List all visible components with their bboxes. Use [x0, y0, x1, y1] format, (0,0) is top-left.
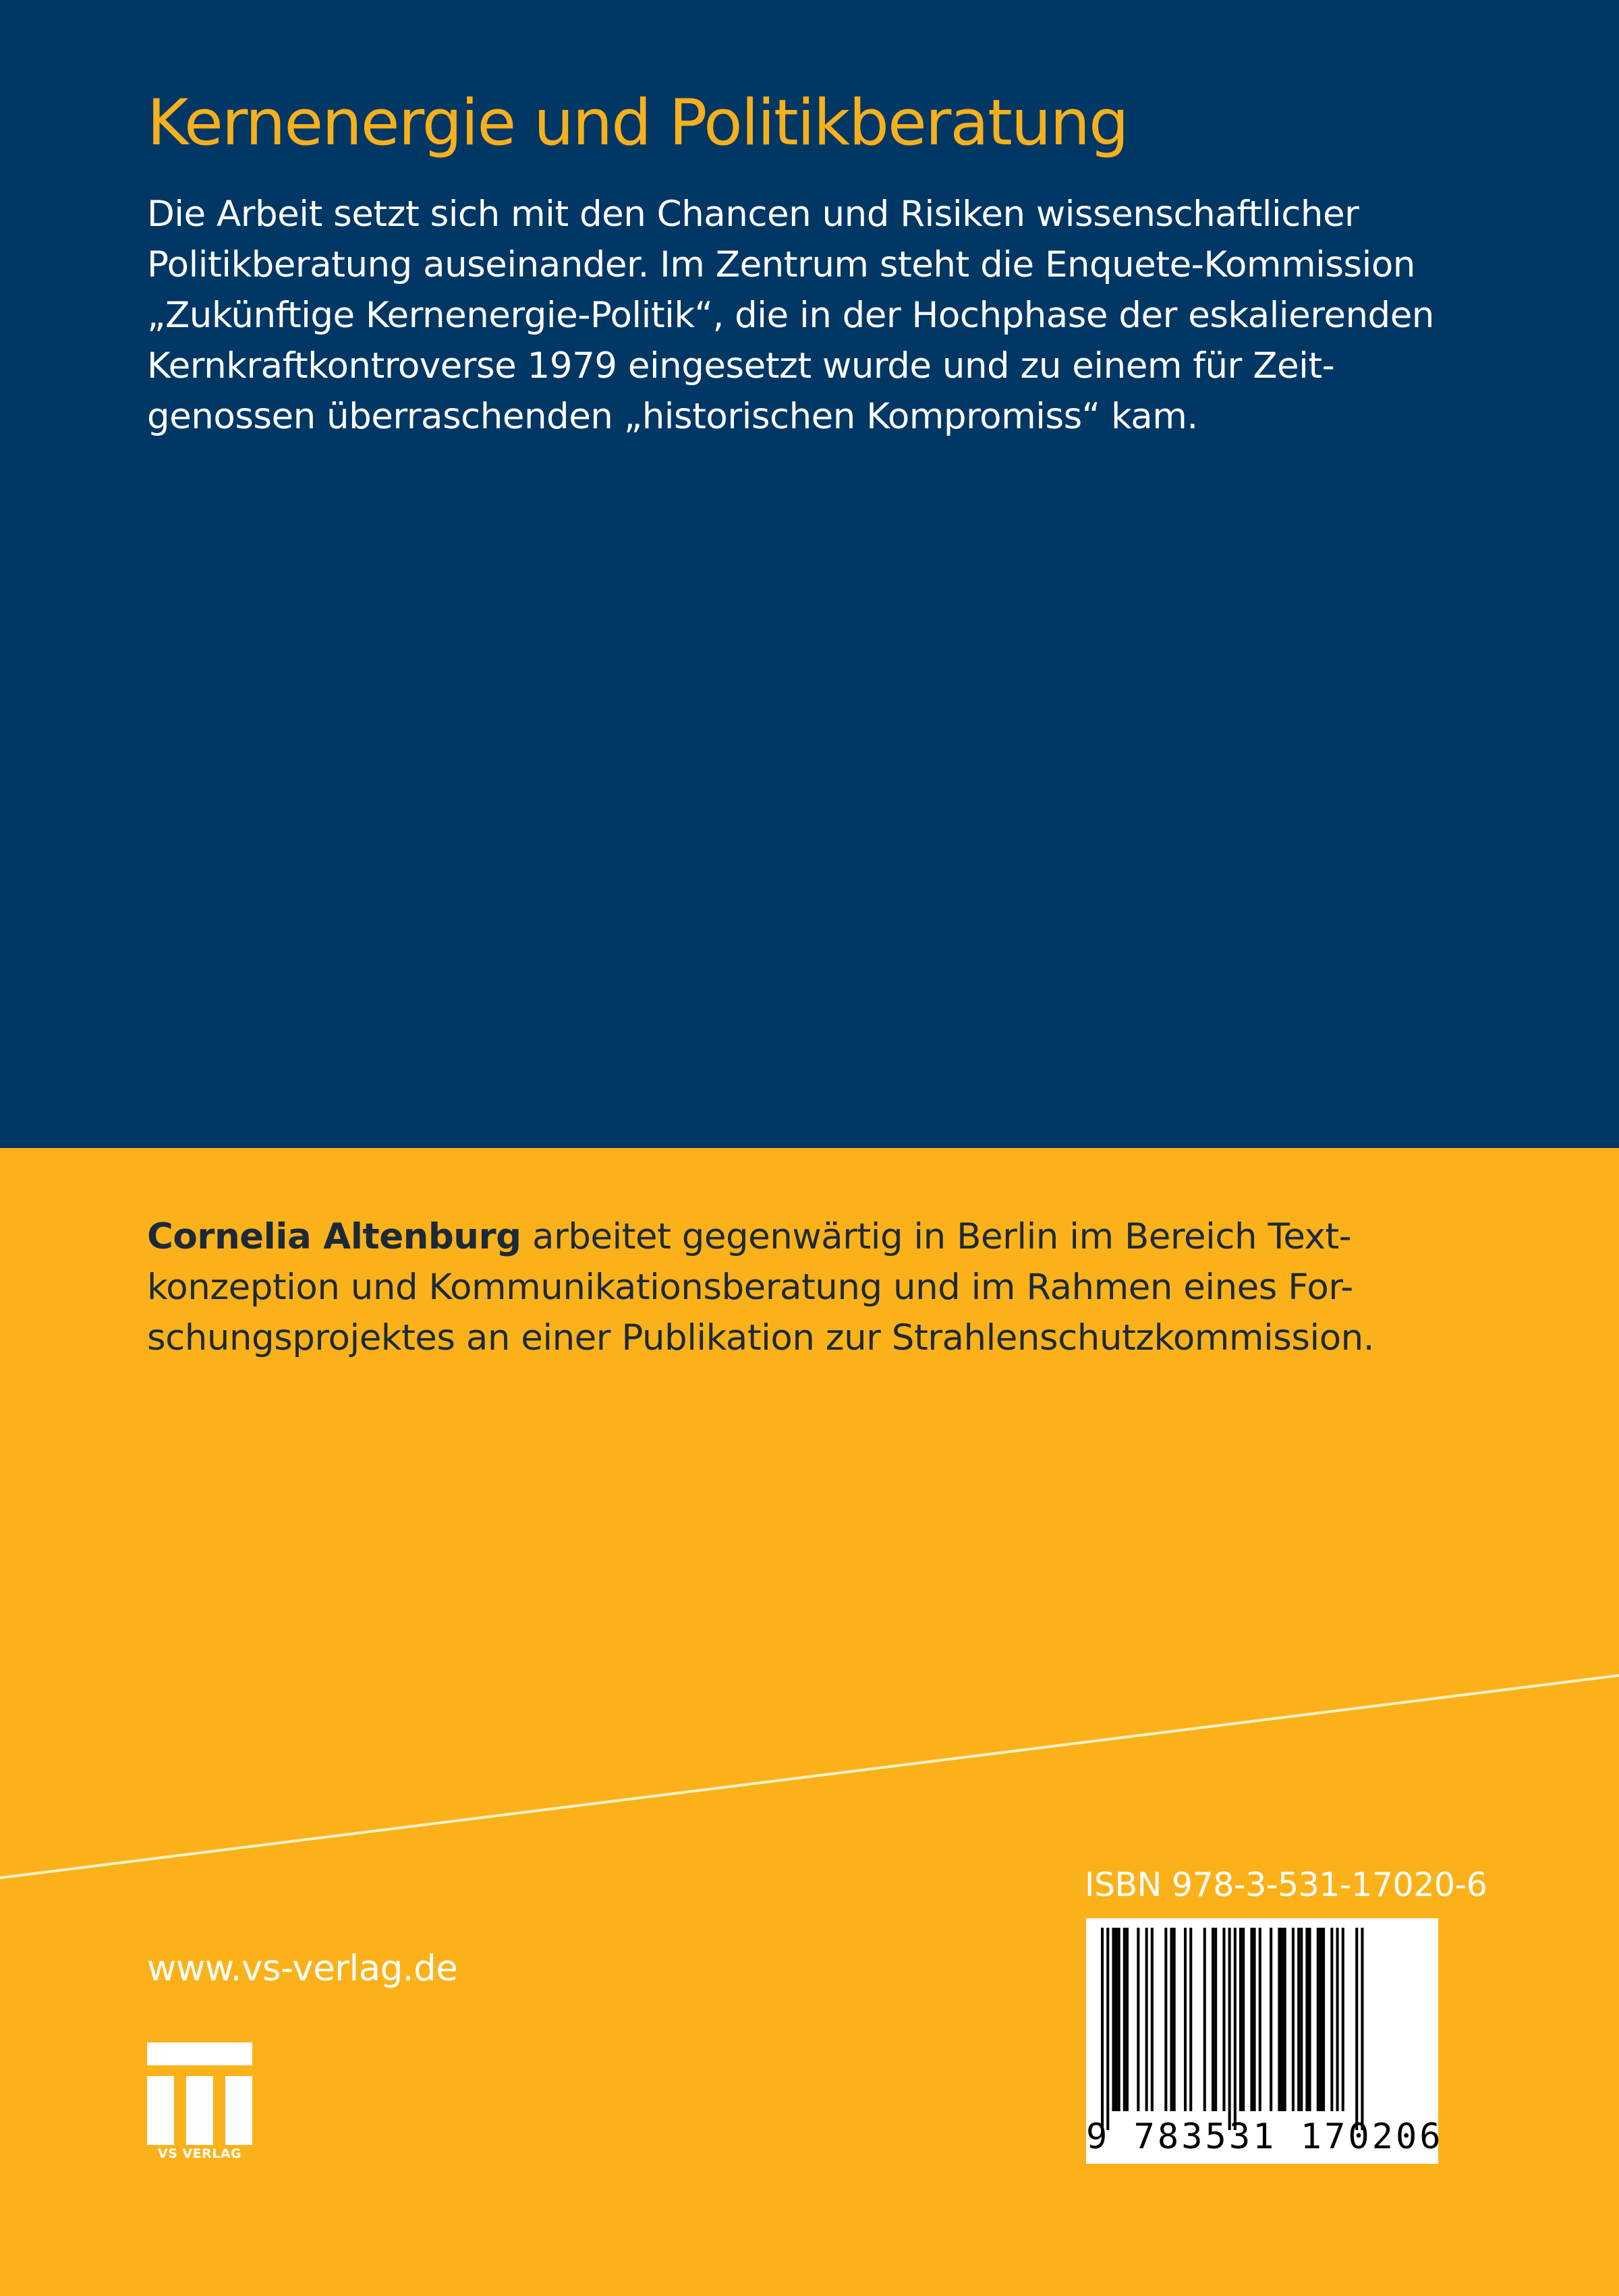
barcode-bar — [1118, 1928, 1120, 2111]
barcode-bar — [1203, 1928, 1206, 2111]
description-line: genossen überraschenden „historischen Kompromiss“ kam. — [147, 396, 1198, 437]
barcode-bar — [1184, 1928, 1187, 2111]
barcode-bar — [1250, 1928, 1253, 2111]
book-title: Kernenergie und Politikberatung — [147, 86, 1128, 160]
barcode-bar — [1278, 1928, 1280, 2111]
barcode-bar — [1259, 1928, 1261, 2111]
barcode-bar — [1106, 1928, 1109, 2130]
diagonal-rule — [0, 1666, 1619, 1895]
barcode-bar — [1361, 1928, 1363, 2130]
bio-line: schungsprojektes an einer Publikation zur Strahlenschutzkommission. — [147, 1317, 1375, 1358]
barcode-bar — [1164, 1928, 1167, 2111]
barcode-bar — [1284, 1928, 1286, 2111]
barcode-bar — [1101, 1928, 1104, 2130]
barcode-bar — [1342, 1928, 1344, 2111]
barcode-bar — [1173, 1928, 1176, 2111]
logo-label: VS VERLAG — [157, 2146, 242, 2161]
barcode-bar — [1112, 1928, 1114, 2111]
barcode-bar — [1319, 1928, 1322, 2111]
barcode-bar — [1123, 1928, 1126, 2111]
bio-line: konzeption und Kommunikationsberatung und im Rahmen eines For- — [147, 1267, 1353, 1308]
barcode-bar — [1126, 1928, 1129, 2111]
author-name: Cornelia Altenburg — [147, 1216, 521, 1257]
barcode-bar — [1330, 1928, 1333, 2111]
barcode-bar — [1228, 1928, 1231, 2130]
barcode-bar — [1336, 1928, 1339, 2111]
barcode-bar — [1137, 1928, 1139, 2111]
barcode-bar — [1270, 1928, 1272, 2111]
barcode-bar — [1214, 1928, 1217, 2111]
barcode-bar — [1292, 1928, 1295, 2111]
barcode-bar — [1145, 1928, 1148, 2111]
book-description — [147, 189, 1442, 442]
barcode-bar — [1281, 1928, 1284, 2111]
barcode-bar — [1189, 1928, 1192, 2111]
bio-line — [147, 1211, 1442, 1262]
barcode-bar — [1355, 1928, 1358, 2130]
barcode-bar — [1305, 1928, 1308, 2111]
description-line: „Zukünftige Kernenergie-Politik“, die in der Hochphase der eskalierenden — [147, 295, 1434, 336]
barcode-bar — [1297, 1928, 1300, 2111]
barcode-bar — [1317, 1928, 1319, 2111]
description-line: Kernkraftkontroverse 1979 eingesetzt wurde und zu einem für Zeit- — [147, 345, 1335, 386]
barcode-bar — [1170, 1928, 1173, 2111]
barcode-bar — [1253, 1928, 1256, 2111]
barcode-bar — [1222, 1928, 1225, 2111]
vs-verlag-logo-icon — [147, 2042, 252, 2164]
barcode-digits: 9 783531 170206 — [1086, 2117, 1444, 2157]
author-bio — [147, 1211, 1442, 1363]
description-line: Die Arbeit setzt sich mit den Chancen und Risiken wissenschaftlicher — [147, 194, 1359, 235]
barcode-bar — [1234, 1928, 1237, 2130]
bio-text: arbeitet gegenwärtig in Berlin im Bereich Text- — [521, 1216, 1352, 1257]
barcode-bar — [1239, 1928, 1242, 2111]
publisher-url[interactable]: www.vs-verlag.de — [147, 1948, 458, 1989]
barcode-bar — [1212, 1928, 1214, 2111]
barcode-bar — [1115, 1928, 1118, 2111]
barcode-bar — [1300, 1928, 1303, 2111]
description-line: Politikberatung auseinander. Im Zentrum steht die Enquete-Kommission — [147, 244, 1415, 285]
barcode-bar — [1242, 1928, 1245, 2111]
barcode-bar — [1322, 1928, 1325, 2111]
barcode-bar — [1151, 1928, 1154, 2111]
logo-mark-icon — [147, 2042, 252, 2145]
ean-13-barcode-icon — [1086, 1918, 1444, 2164]
isbn-label: ISBN 978-3-531-17020-6 — [1085, 1866, 1487, 1904]
barcode-bar — [1309, 1928, 1311, 2111]
